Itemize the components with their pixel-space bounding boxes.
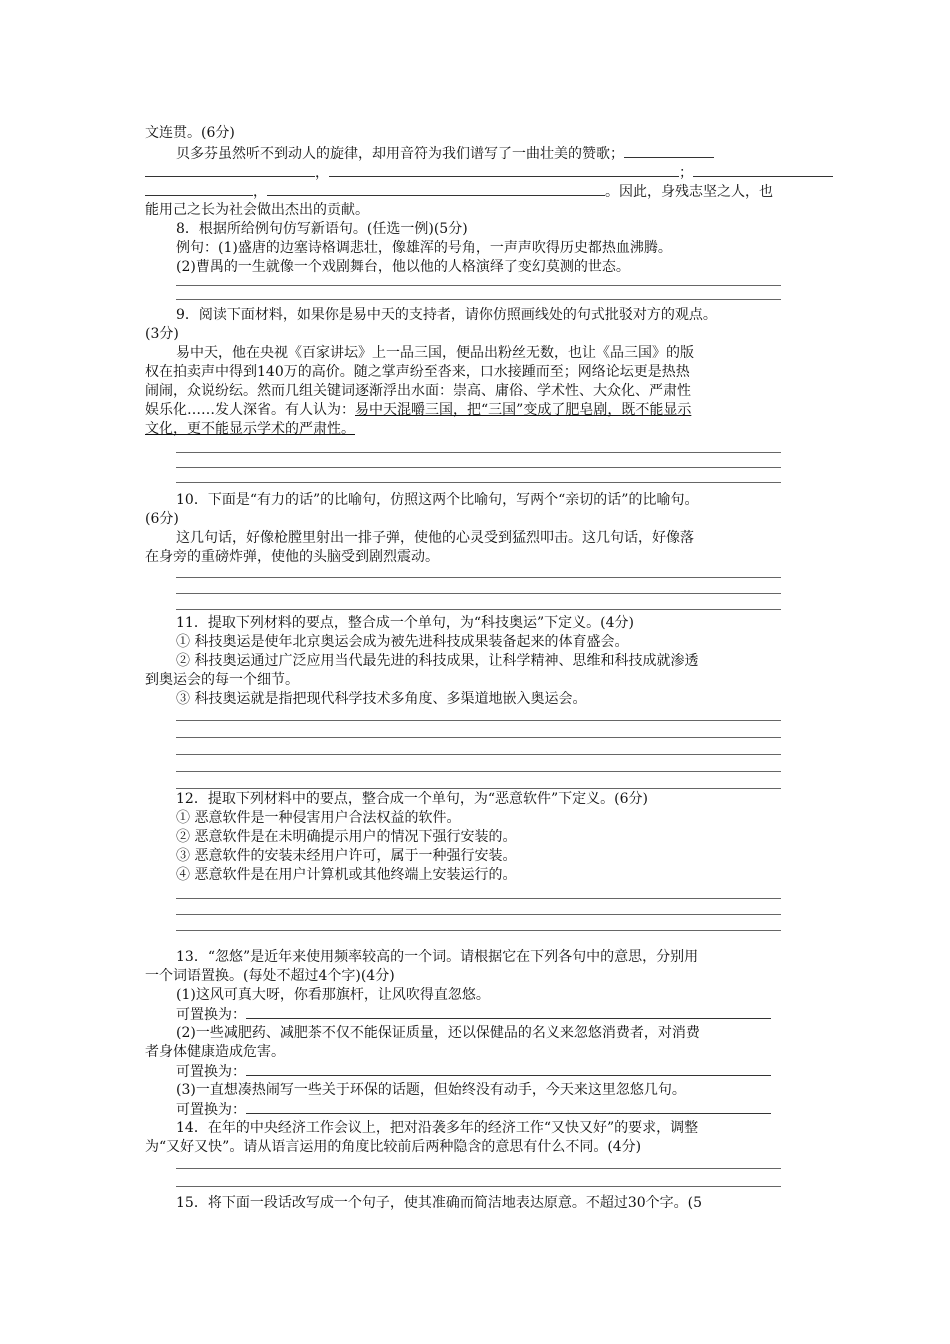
q12-answer-line-1[interactable] [176, 898, 781, 899]
q9-answer-line-3[interactable] [176, 482, 781, 483]
q15-stem: 15．将下面一段话改写成一个句子，使其准确而简洁地表达原意。不超过30个字。(5 [176, 1195, 702, 1211]
q7-blank-4[interactable] [693, 163, 833, 177]
q11-answer-line-3[interactable] [176, 754, 781, 755]
q12-answer-line-2[interactable] [176, 914, 781, 915]
q13-sentence-2a: (2)一些减肥药、减肥茶不仅不能保证质量，还以保健品的名义来忽悠消费者，对消费 [176, 1025, 700, 1041]
q8-stem: 8．根据所给例句仿写新语句。(任选一例)(5分) [176, 221, 468, 237]
q14-answer-line-1[interactable] [176, 1168, 781, 1169]
q13-replace-1: 可置换为： [176, 1005, 771, 1025]
q7-blank-5[interactable] [145, 182, 253, 196]
q9-answer-line-2[interactable] [176, 467, 781, 468]
q10-stem-2: (6分) [145, 511, 179, 527]
q11-answer-line-2[interactable] [176, 737, 781, 738]
q9-material-4: 娱乐化……发人深省。有人认为：易中天混嚼三国，把“三国”变成了肥皂剧，既不能显示 [145, 402, 692, 418]
q8-example-2: (2)曹禺的一生就像一个戏剧舞台，他以他的人格演绎了变幻莫测的世态。 [176, 259, 630, 275]
q13-stem-2: 一个词语置换。(每处不超过4个字)(4分) [145, 968, 395, 984]
q9-material-2: 权在拍卖声中得到140万的高价。随之掌声纷至沓来，口水接踵而至；网络论坛更是热热 [145, 364, 690, 380]
q9-material-1: 易中天，他在央视《百家讲坛》上一品三国，便品出粉丝无数，也让《品三国》的版 [176, 345, 694, 361]
q13-answer-blank-2[interactable] [246, 1062, 771, 1076]
q9-underlined-sentence: 易中天混嚼三国，把“三国”变成了肥皂剧，既不能显示 [355, 402, 692, 418]
q10-answer-line-2[interactable] [176, 593, 781, 594]
q13-answer-blank-1[interactable] [246, 1005, 771, 1019]
q7-tail: 文连贯。(6分) [145, 125, 235, 141]
q11-item-1: ① 科技奥运是使年北京奥运会成为被先进科技成果装备起来的体育盛会。 [176, 634, 629, 650]
q12-stem: 12．提取下列材料中的要点，整合成一个单句，为“恶意软件”下定义。(6分) [176, 791, 648, 807]
q11-answer-line-4[interactable] [176, 771, 781, 772]
q7-passage-line3: ， 。因此，身残志坚之人，也 [145, 182, 773, 202]
q10-answer-line-1[interactable] [176, 577, 781, 578]
q9-stem-2: (3分) [145, 326, 179, 342]
q14-answer-line-2[interactable] [176, 1186, 781, 1187]
q11-item-2b: 到奥运会的每一个细节。 [145, 672, 299, 688]
q7-passage-line2: ， ； [145, 163, 833, 183]
q8-answer-line-1[interactable] [176, 285, 781, 286]
q7-blank-3[interactable] [329, 163, 679, 177]
q13-replace-2: 可置换为： [176, 1062, 771, 1082]
q12-item-1: ① 恶意软件是一种侵害用户合法权益的软件。 [176, 810, 461, 826]
q14-stem-2: 为“又好又快”。请从语言运用的角度比较前后两种隐含的意思有什么不同。(4分) [145, 1139, 642, 1155]
q9-answer-line-1[interactable] [176, 452, 781, 453]
q13-replace-3: 可置换为： [176, 1100, 771, 1120]
q8-example-1: 例句：(1)盛唐的边塞诗格调悲壮，像雄浑的号角，一声声吹得历史都热血沸腾。 [176, 240, 672, 256]
q13-answer-blank-3[interactable] [246, 1100, 771, 1114]
q7-passage-text: 贝多芬虽然听不到动人的旋律，却用音符为我们谱写了一曲壮美的赞歌； [176, 146, 624, 162]
q14-stem-1: 14．在年的中央经济工作会议上，把对沿袭多年的经济工作“又快又好”的要求，调整 [176, 1120, 699, 1136]
q10-answer-line-3[interactable] [176, 609, 781, 610]
q12-item-3: ③ 恶意软件的安装未经用户许可，属于一种强行安装。 [176, 848, 517, 864]
q8-answer-line-2[interactable] [176, 299, 781, 300]
q13-stem-1: 13．“忽悠”是近年来使用频率较高的一个词。请根据它在下列各句中的意思，分别用 [176, 949, 699, 965]
q11-stem: 11．提取下列材料的要点，整合成一个单句，为“科技奥运”下定义。(4分) [176, 615, 634, 631]
q11-item-3: ③ 科技奥运就是指把现代科学技术多角度、多渠道地嵌入奥运会。 [176, 691, 587, 707]
q9-stem-1: 9．阅读下面材料，如果你是易中天的支持者，请你仿照画线处的句式批驳对方的观点。 [176, 307, 717, 323]
q7-blank-1[interactable] [624, 144, 714, 158]
q9-material-5: 文化，更不能显示学术的严肃性。 [145, 421, 355, 437]
q11-item-2a: ② 科技奥运通过广泛应用当代最先进的科技成果，让科学精神、思维和科技成就渗透 [176, 653, 699, 669]
q13-sentence-2b: 者身体健康造成危害。 [145, 1044, 285, 1060]
q9-material-3: 闹闹，众说纷纭。然而几组关键词逐渐浮出水面：崇高、庸俗、学术性、大众化、严肃性 [145, 383, 691, 399]
q10-material-1: 这几句话，好像枪膛里射出一排子弹，使他的心灵受到猛烈叩击。这几句话，好像落 [176, 530, 694, 546]
q11-answer-line-5[interactable] [176, 788, 781, 789]
q13-sentence-3: (3)一直想凑热闹写一些关于环保的话题，但始终没有动手，今天来这里忽悠几句。 [176, 1082, 686, 1098]
q13-sentence-1: (1)这风可真大呀，你看那旗杆，让风吹得直忽悠。 [176, 987, 490, 1003]
q10-material-2: 在身旁的重磅炸弹，使他的头脑受到剧烈震动。 [145, 549, 439, 565]
q7-passage-line1 [176, 144, 714, 164]
q7-blank-2[interactable] [145, 163, 315, 177]
q7-blank-6[interactable] [267, 182, 605, 196]
q11-answer-line-1[interactable] [176, 720, 781, 721]
q12-answer-line-3[interactable] [176, 930, 781, 931]
q7-passage-line4: 能用己之长为社会做出杰出的贡献。 [145, 202, 369, 218]
q12-item-2: ② 恶意软件是在未明确提示用户的情况下强行安装的。 [176, 829, 517, 845]
q10-stem-1: 10．下面是“有力的话”的比喻句，仿照这两个比喻句，写两个“亲切的话”的比喻句。 [176, 492, 699, 508]
q12-item-4: ④ 恶意软件是在用户计算机或其他终端上安装运行的。 [176, 867, 517, 883]
